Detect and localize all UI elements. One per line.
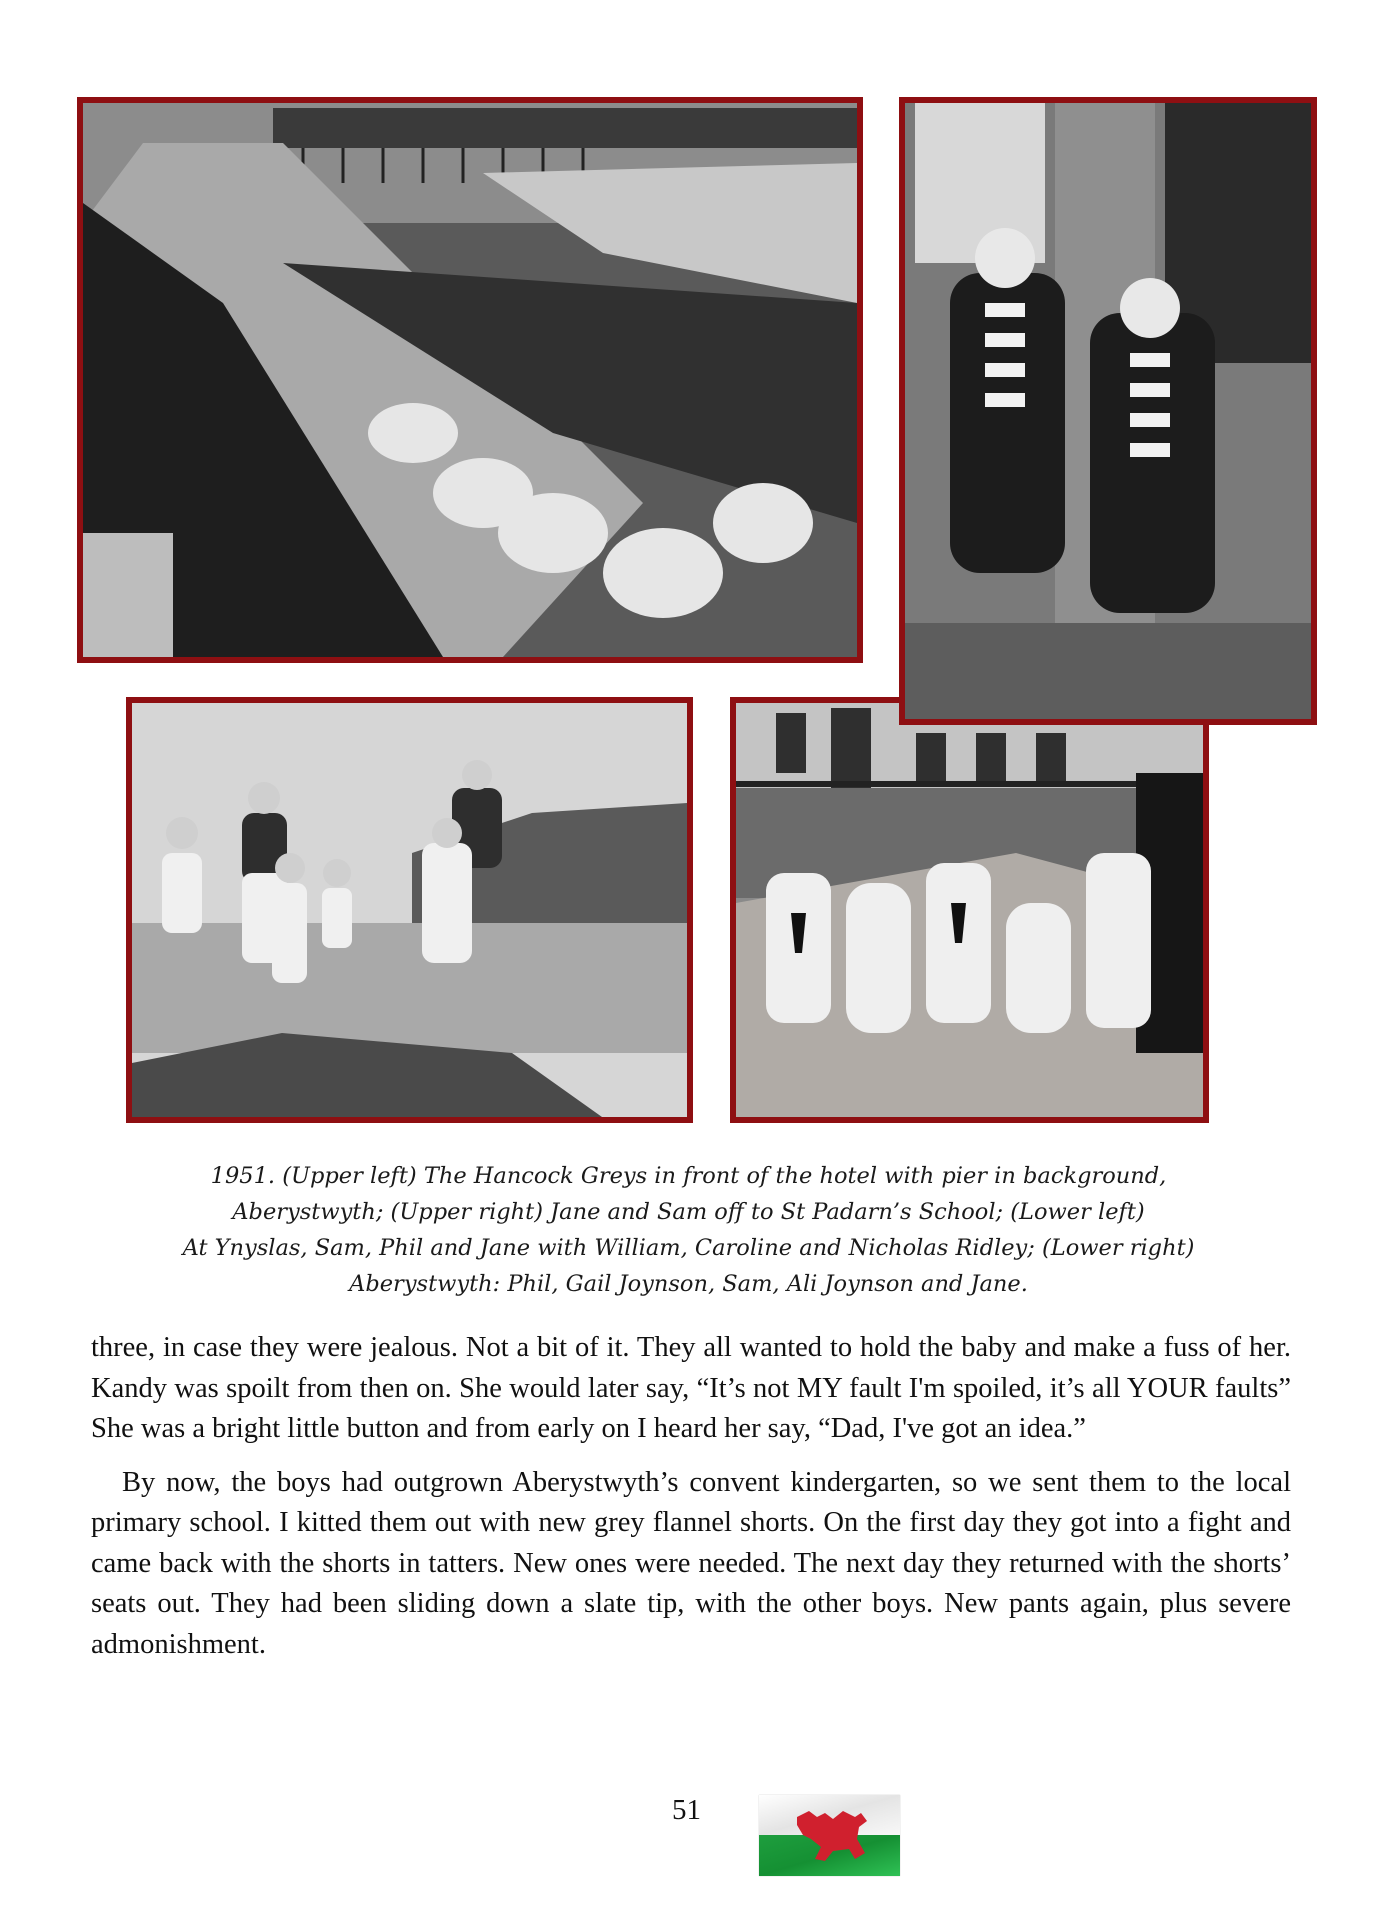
paragraph: By now, the boys had outgrown Aberystwyth’s convent kindergarten, so we sent them to the local primary school. I kitted them out with new grey flannel shorts. On the first day they got into a fight and came back with the shorts in tatters. New ones were needed. The next day they returned with the shorts’ seats out. They had been sliding down a slate tip, with the other boys. New pants again, plus severe admonishment. — [91, 1466, 1291, 1660]
welsh-flag-icon — [759, 1795, 900, 1876]
caption-line: Aberystwyth; (Upper right) Jane and Sam off to St Padarn’s School; (Lower left) — [232, 1199, 1145, 1225]
children-holding-hands-photo-image — [736, 703, 1203, 1117]
caption-line: 1951. (Upper left) The Hancock Greys in front of the hotel with pier in background, — [210, 1163, 1167, 1189]
photo-upper-right — [899, 97, 1317, 725]
procession-photo-image — [83, 103, 857, 657]
paragraph: three, in case they were jealous. Not a bit of it. They all wanted to hold the baby and make a fuss of her. Kandy was spoilt from then on. She would later say, “It’s not MY fault I'm spoiled, it’s all YOUR faults” She was a bright little button and from early on I heard her say, “Dad, I've got an idea.” — [91, 1332, 1291, 1444]
photo-lower-right — [730, 697, 1209, 1123]
caption-line: At Ynyslas, Sam, Phil and Jane with William, Caroline and Nicholas Ridley; (Lower right) — [182, 1235, 1195, 1261]
photo-lower-left — [126, 697, 693, 1123]
body-text — [91, 1328, 1291, 1665]
beach-children-photo-image — [132, 703, 687, 1117]
photo-upper-left — [77, 97, 863, 663]
children-scarves-photo-image — [905, 103, 1311, 719]
page-number: 51 — [672, 1794, 701, 1826]
caption-line: Aberystwyth: Phil, Gail Joynson, Sam, Ali Joynson and Jane. — [349, 1271, 1028, 1297]
photo-caption — [100, 1158, 1277, 1302]
